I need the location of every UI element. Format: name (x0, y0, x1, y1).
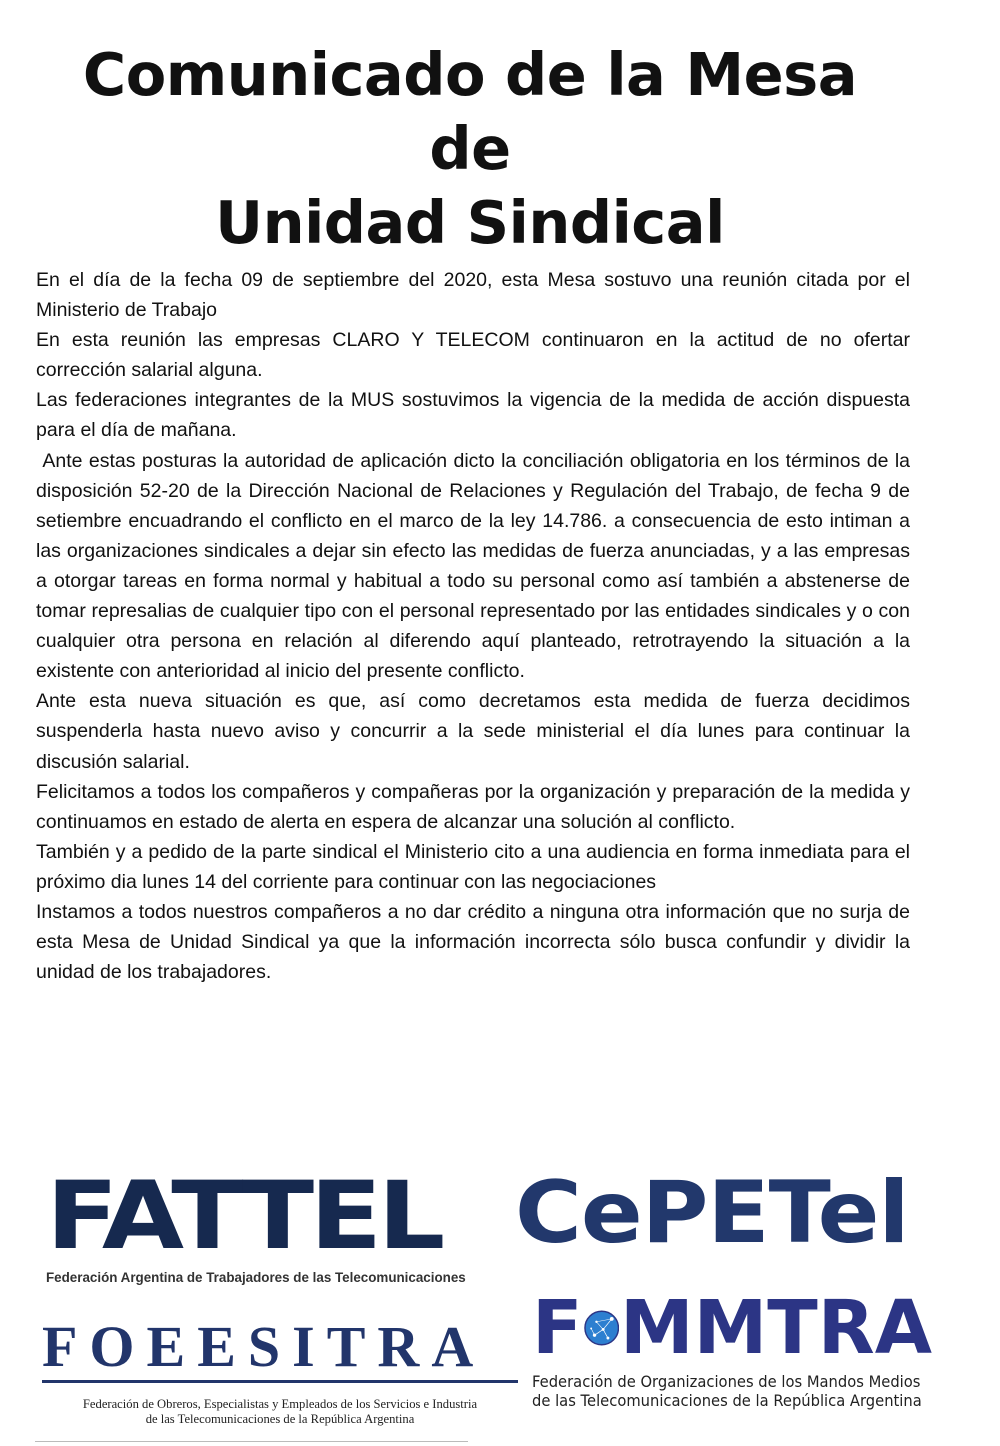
title-line-2: Unidad Sindical (215, 188, 725, 257)
fommtra-letters: MMTRA (619, 1285, 932, 1371)
fattel-wordmark: FATTEL (46, 1162, 441, 1271)
network-globe-icon (584, 1291, 619, 1365)
page-title (40, 38, 900, 260)
foeesitra-subtitle-line-1: Federación de Obreros, Especialistas y Empleados de los Servicios e Industria (82, 1397, 478, 1411)
fommtra-wordmark (532, 1285, 932, 1371)
paragraph: Ante esta nueva situación es que, así como decretamos esta medida de fuerza decidimos suspenderla hasta nuevo aviso y concurrir a la sede ministerial el día lunes para continuar la discusión salarial. (36, 690, 910, 773)
fommtra-subtitle-line-2: de las Telecomunicaciones de la República Argentina (532, 1391, 922, 1410)
communique-body (36, 265, 916, 987)
paragraph: Felicitamos a todos los compañeros y compañeras por la organización y preparación de la medida y continuamos en estado de alerta en espera de alcanzar una solución al conflicto. (36, 780, 910, 833)
paragraph: Las federaciones integrantes de la MUS sostuvimos la vigencia de la medida de acción dispuesta para el día de mañana. (36, 389, 910, 442)
title-line-1: Comunicado de la Mesa de (82, 40, 858, 183)
foeesitra-divider (42, 1380, 518, 1383)
paragraph: En el día de la fecha 09 de septiembre del 2020, esta Mesa sostuvo una reunión citada por el Ministerio de Trabajo (36, 269, 910, 322)
paragraph: Ante estas posturas la autoridad de aplicación dicto la conciliación obligatoria en los términos de la disposición 52-20 de la Dirección Nacional de Relaciones y Regulación del Trabajo, de fecha 9 de setiembre encuadrando el conflicto en el marco de la ley 14.786. a consecuencia de esto intiman a las organizaciones sindicales a dejar sin efecto las medidas de fuerza anunciadas, y a las empresas a otorgar tareas en forma normal y habitual a todo su personal como así también a abstenerse de tomar represalias de cualquier tipo con el personal representado por las entidades sindicales y o con cualquier otra persona en relación al diferendo aquí planteado, retrotrayendo la situación a la existente con anterioridad al inicio del presente conflicto. (36, 449, 916, 683)
fommtra-subtitle (532, 1372, 922, 1410)
bottom-divider (35, 1441, 468, 1442)
fommtra-subtitle-line-1: Federación de Organizaciones de los Mandos Medios (532, 1372, 921, 1391)
fommtra-logo (532, 1285, 932, 1410)
cepetel-wordmark: CePETel (515, 1163, 909, 1263)
paragraph: Instamos a todos nuestros compañeros a no dar crédito a ninguna otra información que no surja de esta Mesa de Unidad Sindical ya que la información incorrecta sólo busca confundir y dividir la unidad de los trabajadores. (36, 900, 910, 984)
cepetel-logo (515, 1163, 909, 1263)
foeesitra-subtitle-line-2: de las Telecomunicaciones de la República Argentina (145, 1412, 415, 1426)
paragraph: En esta reunión las empresas CLARO Y TELECOM continuaron en la actitud de no ofertar corrección salarial alguna. (36, 329, 910, 382)
fattel-subtitle: Federación Argentina de Trabajadores de las Telecomunicaciones (46, 1270, 466, 1285)
foeesitra-logo (42, 1314, 520, 1427)
foeesitra-wordmark: FOEESITRA (42, 1314, 486, 1379)
fommtra-letter-f: F (532, 1285, 583, 1371)
fattel-logo (46, 1162, 506, 1285)
foeesitra-subtitle (42, 1397, 518, 1427)
paragraph: También y a pedido de la parte sindical el Ministerio cito a una audiencia en forma inmediata para el próximo dia lunes 14 del corriente para continuar con las negociaciones (36, 840, 910, 893)
